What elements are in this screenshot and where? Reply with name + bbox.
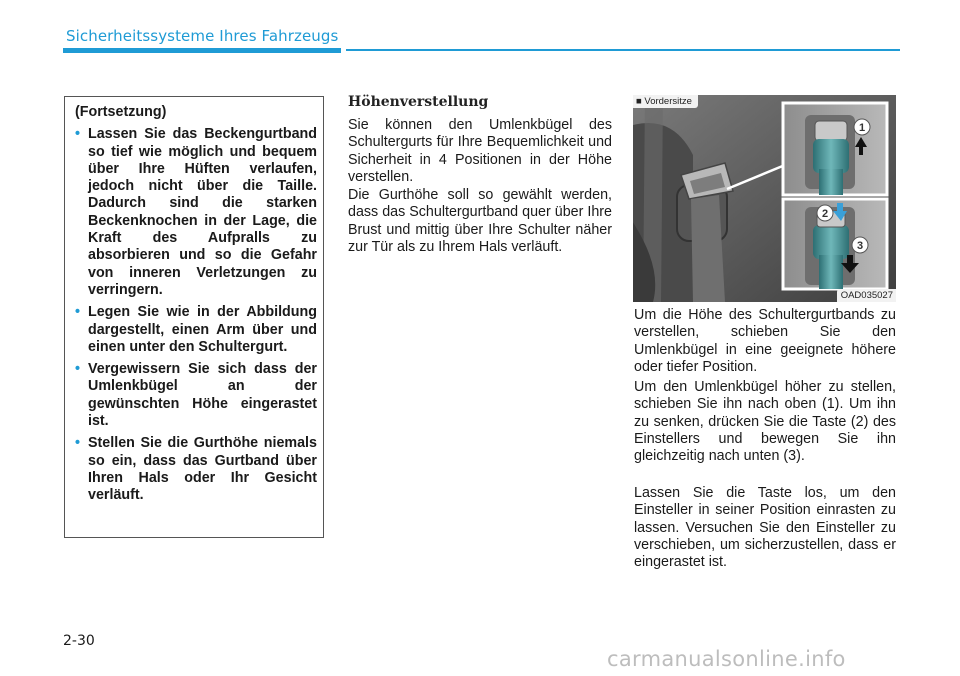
callout-2: 2 — [821, 208, 829, 220]
warning-bullet — [75, 304, 317, 356]
callout-3: 3 — [856, 240, 864, 252]
watermark-text: carmanualsonline.info — [607, 647, 846, 671]
body-paragraph: Die Gurthöhe soll so gewählt werden, dass das Schultergurtband quer über Ihre Brust und mittig über Ihre Schulter näher zur Tür als zu Ihrem Hals verläuft. — [348, 187, 612, 255]
figure-label: ■ Vordersitze — [633, 95, 698, 108]
page-number: 2-30 — [63, 633, 95, 649]
body-paragraph: Um den Umlenkbügel höher zu stellen, schieben Sie ihn nach oben (1). Um ihn zu senken, drücken Sie die Taste (2) des Einstellers und bewegen Sie ihn gleichzeitig nach unten (3). — [634, 379, 896, 465]
body-paragraph: Um die Höhe des Schultergurtbands zu verstellen, schieben Sie den Umlenkbügel in eine geeignete höhere oder tiefer Position. — [634, 307, 896, 375]
warning-bullet-text: Vergewissern Sie sich dass der Umlenkbügel an der gewünschten Höhe eingerastet ist. — [88, 361, 317, 430]
warning-continuation-label: (Fortsetzung) — [75, 104, 167, 120]
warning-bullet — [75, 361, 317, 430]
header-rule — [346, 49, 900, 51]
warning-bullet-text: Legen Sie wie in der Abbildung dargestellt, einen Arm über und einen unter den Schultergurt. — [88, 304, 317, 355]
callout-1: 1 — [858, 122, 866, 134]
seatbelt-illustration-art — [633, 95, 896, 302]
warning-box — [64, 96, 324, 538]
figure-code: OAD035027 — [837, 289, 896, 302]
bullet-dot-icon: • — [75, 361, 81, 378]
bullet-dot-icon: • — [75, 435, 81, 452]
warning-bullet — [75, 435, 317, 504]
warning-bullet-text: Stellen Sie die Gurthöhe niemals so ein, dass das Gurtband über Ihren Hals oder Ihr Gesicht verläuft. — [88, 435, 317, 504]
warning-bullet — [75, 126, 317, 299]
bullet-dot-icon: • — [75, 126, 81, 143]
warning-bullet-text: Lassen Sie das Beckengurtband so tief wie möglich und bequem über Ihre Hüften verlaufen, jedoch nicht über die Taille. Dadurch sind die starken Beckenknochen in der Lage, die Kraft des Aufpralls zu absorbieren und so die Gefahr von inneren Verletzungen zu verringern. — [88, 126, 317, 298]
section-header-title: Sicherheitssysteme Ihres Fahrzeugs — [66, 27, 339, 45]
seatbelt-height-adjuster-illustration — [633, 95, 896, 302]
bullet-dot-icon: • — [75, 304, 81, 321]
header-accent-bar — [63, 48, 341, 53]
body-paragraph: Sie können den Umlenkbügel des Schultergurts für Ihre Bequemlichkeit und Sicherheit in 4 Positionen in der Höhe verstellen. — [348, 117, 612, 185]
body-paragraph: Lassen Sie die Taste los, um den Einsteller in seiner Position einrasten zu lassen. Versuchen Sie den Einsteller zu verschieben, um sicherzustellen, dass er eingerastet ist. — [634, 485, 896, 571]
section-heading: Höhenverstellung — [348, 94, 489, 110]
